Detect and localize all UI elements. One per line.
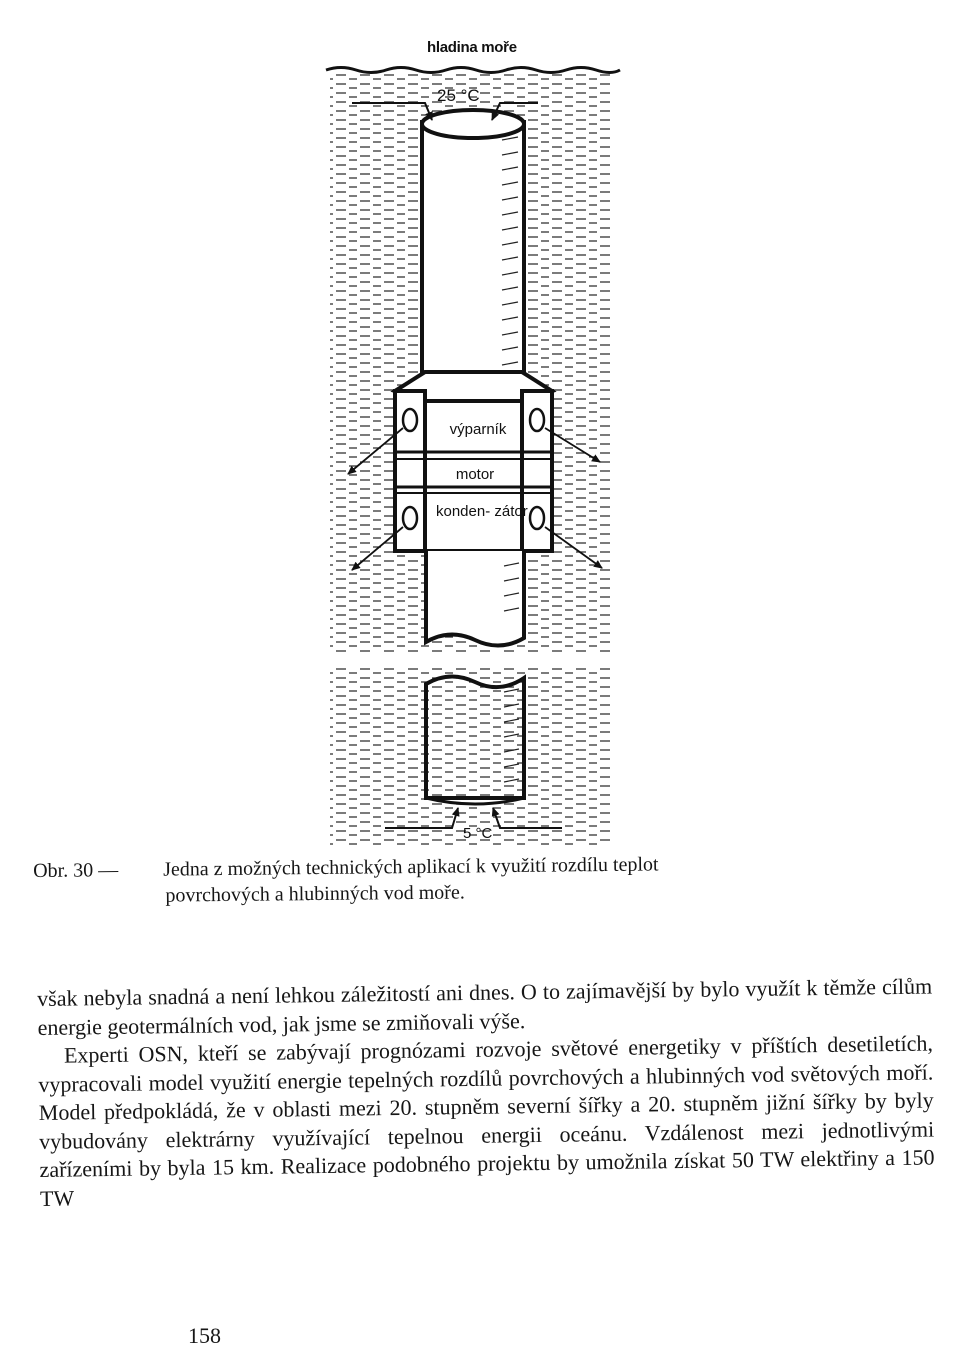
motor-label: motor (455, 466, 495, 483)
upper-pipe (422, 122, 524, 387)
body-text (37, 973, 935, 1213)
port-left-bottom (403, 507, 417, 529)
sea-surface-line (326, 68, 620, 73)
upper-pipe-opening (422, 110, 524, 138)
cold-water-temperature: 5 °C (463, 825, 493, 842)
paragraph-2: Experti OSN, kteří se zabývají prognózami rozvoje světové energetiky v příštích desetiletích, vypracovali model využití energie tepelných rozdílů povrchových a hlubinných vod světových moří. Model předpokládá, že v oblasti mezi 20. stupněm severní šířky a 20. stupněm jižní šířky by byly vybudovány elektrárny využívající tepelnou energii oceánu. Vzdálenost mezi jednotlivými zařízeními by byla 15 km. Realizace podobného projektu by umožnila získat 50 TW elektřiny a 150 TW (38, 1030, 935, 1211)
sea-surface-label: hladina moře (427, 39, 517, 56)
condenser-label (436, 503, 528, 521)
condenser-label-text: konden- zátor (436, 503, 528, 520)
port-right-top (530, 409, 544, 431)
page-number: 158 (188, 1323, 221, 1348)
figure-number: Obr. 30 — (33, 859, 119, 882)
evaporator-label: výparník (449, 421, 507, 438)
warm-water-temperature: 25 °C (437, 86, 480, 105)
figure-caption (33, 849, 933, 910)
caption-text-1: Jedna z možných technických aplikací k využití rozdílu teplot (163, 853, 659, 881)
caption-line-2: povrchových a hlubinných vod moře. (165, 881, 465, 907)
water-lower (330, 665, 610, 845)
paragraph-1: však nebyla snadná a není lehkou záležitostí ani dnes. O to zajímavější by bylo využít k těmže cílům energie geotermálních vod, jak jsme se zmiňovali výše. (37, 973, 933, 1040)
port-left-top (403, 409, 417, 431)
port-right-bottom (530, 507, 544, 529)
